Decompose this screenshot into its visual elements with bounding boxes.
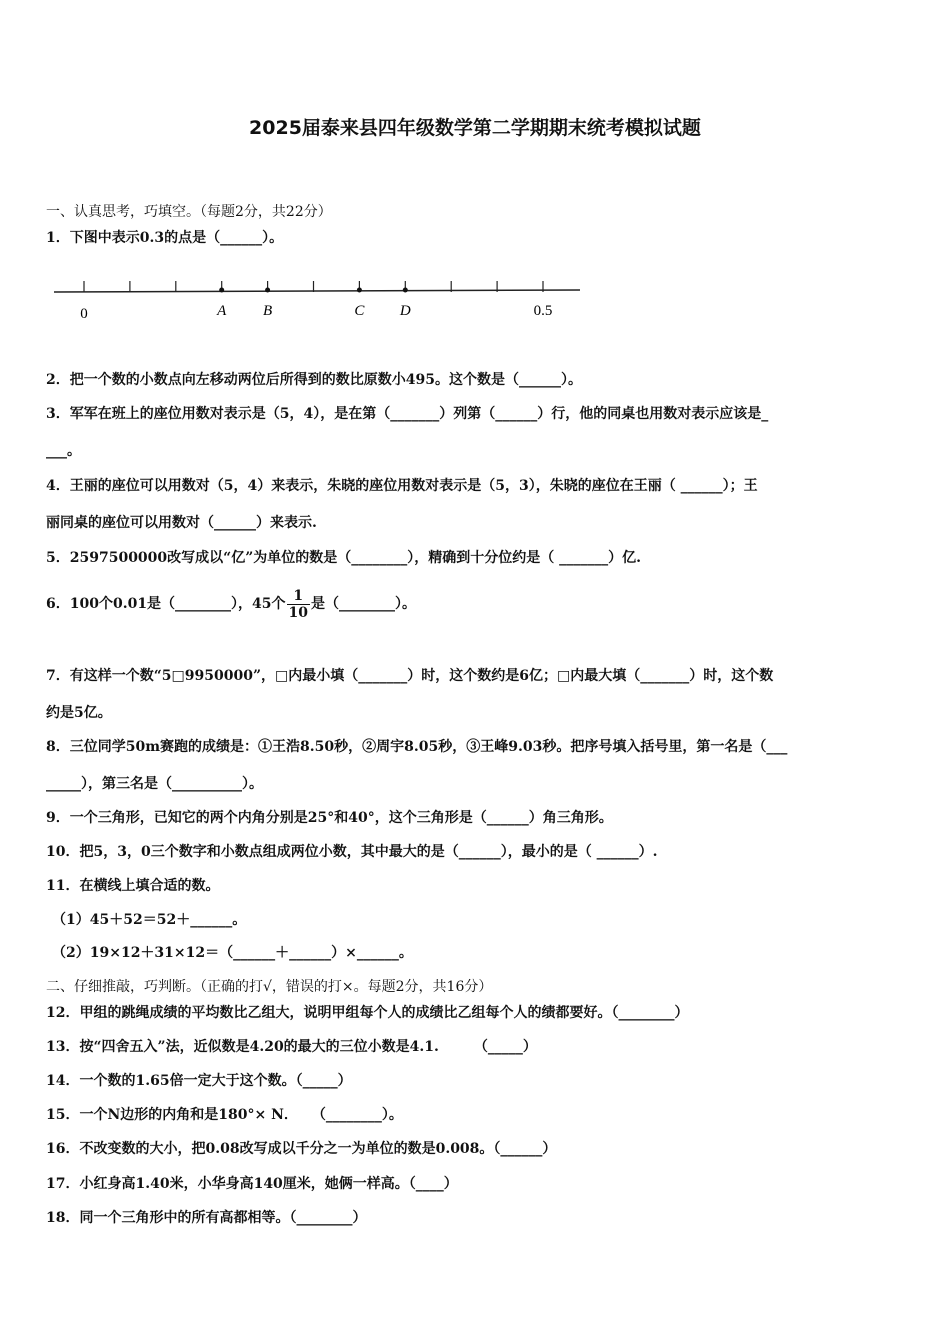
question-8-line1: 8．三位同学50m赛跑的成绩是：①王浩8.50秒，②周宇8.05秒，③王峰9.03秒。把序号填入括号里，第一名是（___	[46, 739, 788, 755]
number-line-point	[403, 288, 408, 293]
fraction-numerator: 1	[287, 588, 310, 605]
number-line-axis	[54, 290, 580, 292]
question-3-line2: ___。	[46, 443, 81, 459]
number-line-label-start: 0	[80, 306, 88, 322]
question-4-line1: 4．王丽的座位可以用数对（5，4）来表示，朱晓的座位用数对表示是（5，3），朱晓的座位在王丽（ ______）；王	[46, 478, 758, 494]
question-18: 18．同一个三角形中的所有高都相等。（________）	[46, 1210, 367, 1226]
question-13: 13．按“四舍五入”法，近似数是4.20的最大的三位小数是4.1. （_____）	[46, 1039, 537, 1055]
question-11-part-1: （1）45＋52＝52＋______。	[52, 912, 247, 928]
number-line-point	[219, 288, 224, 293]
question-7-line1: 7．有这样一个数“5□9950000”，□内最小填（_______）时，这个数约是6亿；□内最大填（_______）时，这个数	[46, 668, 774, 684]
question-11: 11．在横线上填合适的数。	[46, 878, 220, 894]
number-line-point-label: B	[263, 303, 273, 319]
question-12: 12．甲组的跳绳成绩的平均数比乙组大，说明甲组每个人的成绩比乙组每个人的绩都要好。（________）	[46, 1005, 689, 1021]
question-14: 14．一个数的1.65倍一定大于这个数。（_____）	[46, 1073, 352, 1089]
number-line-point	[265, 288, 270, 293]
question-3-line1: 3．军军在班上的座位用数对表示是（5，4），是在第（_______）列第（______）行，他的同桌也用数对表示应该是_	[46, 406, 769, 422]
fraction-one-tenth	[287, 588, 310, 621]
section-heading-1: 一、认真思考，巧填空。（每题2分，共22分）	[46, 204, 332, 220]
number-line-point-label: A	[217, 303, 227, 319]
question-17: 17．小红身高1.40米，小华身高140厘米，她俩一样高。（____）	[46, 1176, 458, 1192]
question-6-suffix: 是（________）。	[311, 596, 417, 612]
question-10: 10．把5，3，0三个数字和小数点组成两位小数，其中最大的是（______），最小的是（ ______）.	[46, 844, 658, 860]
page-title: 2025届泰来县四年级数学第二学期期末统考模拟试题	[249, 117, 701, 139]
fraction-denominator: 10	[288, 604, 309, 621]
question-15: 15．一个N边形的内角和是180°× N． （________）。	[46, 1107, 403, 1123]
question-7-line2: 约是5亿。	[46, 705, 112, 721]
question-4-line2: 丽同桌的座位可以用数对（______）来表示.	[46, 515, 317, 531]
question-6	[46, 586, 416, 622]
section-heading-2: 二、仔细推敲，巧判断。（正确的打√，错误的打×。每题2分，共16分）	[46, 979, 493, 995]
number-line-label-end: 0.5	[533, 303, 553, 319]
question-8-line2: _____），第三名是（__________）。	[46, 776, 263, 792]
question-16: 16．不改变数的大小，把0.08改写成以千分之一为单位的数是0.008。（______）	[46, 1141, 557, 1157]
number-line	[50, 268, 590, 328]
question-2: 2．把一个数的小数点向左移动两位后所得到的数比原数小495。这个数是（______）。	[46, 372, 582, 388]
number-line-point	[357, 288, 362, 293]
number-line-point-label: D	[399, 303, 411, 319]
question-5: 5．2597500000改写成以“亿”为单位的数是（________），精确到十分位约是（ _______）亿.	[46, 550, 642, 566]
question-1: 1．下图中表示0.3的点是（______）。	[46, 230, 284, 246]
question-6-prefix: 6．100个0.01是（________），45个	[46, 596, 286, 612]
question-9: 9．一个三角形，已知它的两个内角分别是25°和40°，这个三角形是（______）角三角形。	[46, 810, 613, 826]
number-line-point-label: C	[354, 303, 365, 319]
question-11-part-2: （2）19×12＋31×12＝（______＋______）×______。	[52, 945, 413, 961]
